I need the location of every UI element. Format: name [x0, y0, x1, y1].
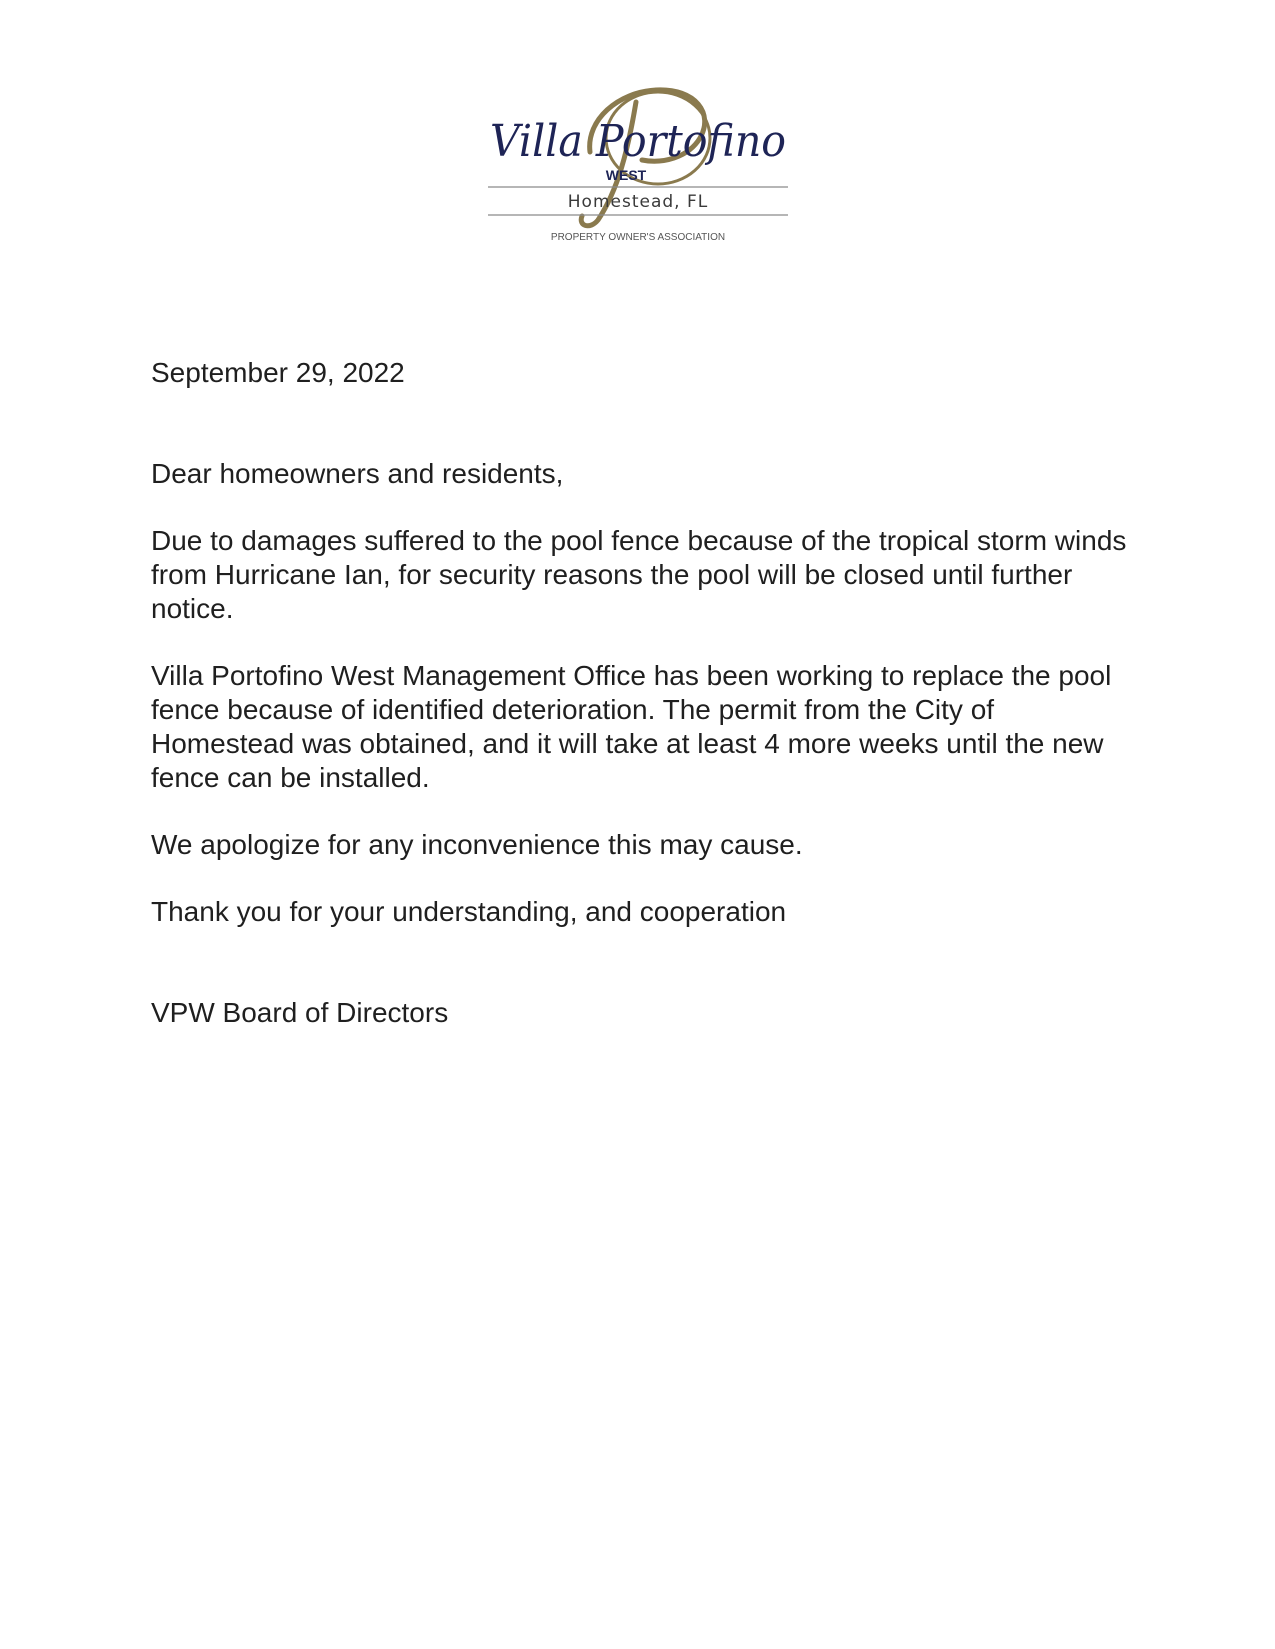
letter-paragraph-fence-replacement: Villa Portofino West Management Office has been working to replace the pool fence because of identified deterioration. The permit from the City of Homestead was obtained, and it will take at least 4 more weeks until the new fence can be installed.	[151, 660, 1112, 793]
logo-graphic	[478, 80, 798, 250]
logo-subtitle: WEST	[605, 167, 647, 183]
logo-brand-name: Villa Portofino	[490, 116, 786, 167]
letter-closing: Thank you for your understanding, and cooperation	[151, 896, 787, 927]
letter-paragraph-apology: We apologize for any inconvenience this may cause.	[151, 829, 803, 860]
logo-tagline: PROPERTY OWNER'S ASSOCIATION	[550, 232, 726, 243]
letter-paragraph-closure: Due to damages suffered to the pool fence because of the tropical storm winds from Hurricane Ian, for security reasons the pool will be closed until further notice.	[151, 525, 1127, 624]
logo-location: Homestead, FL	[567, 192, 709, 212]
letter-signature: VPW Board of Directors	[151, 997, 449, 1028]
letter-date: September 29, 2022	[151, 357, 405, 388]
letter-salutation: Dear homeowners and residents,	[151, 458, 564, 489]
letter-body	[151, 356, 1131, 1030]
association-logo	[478, 80, 798, 250]
